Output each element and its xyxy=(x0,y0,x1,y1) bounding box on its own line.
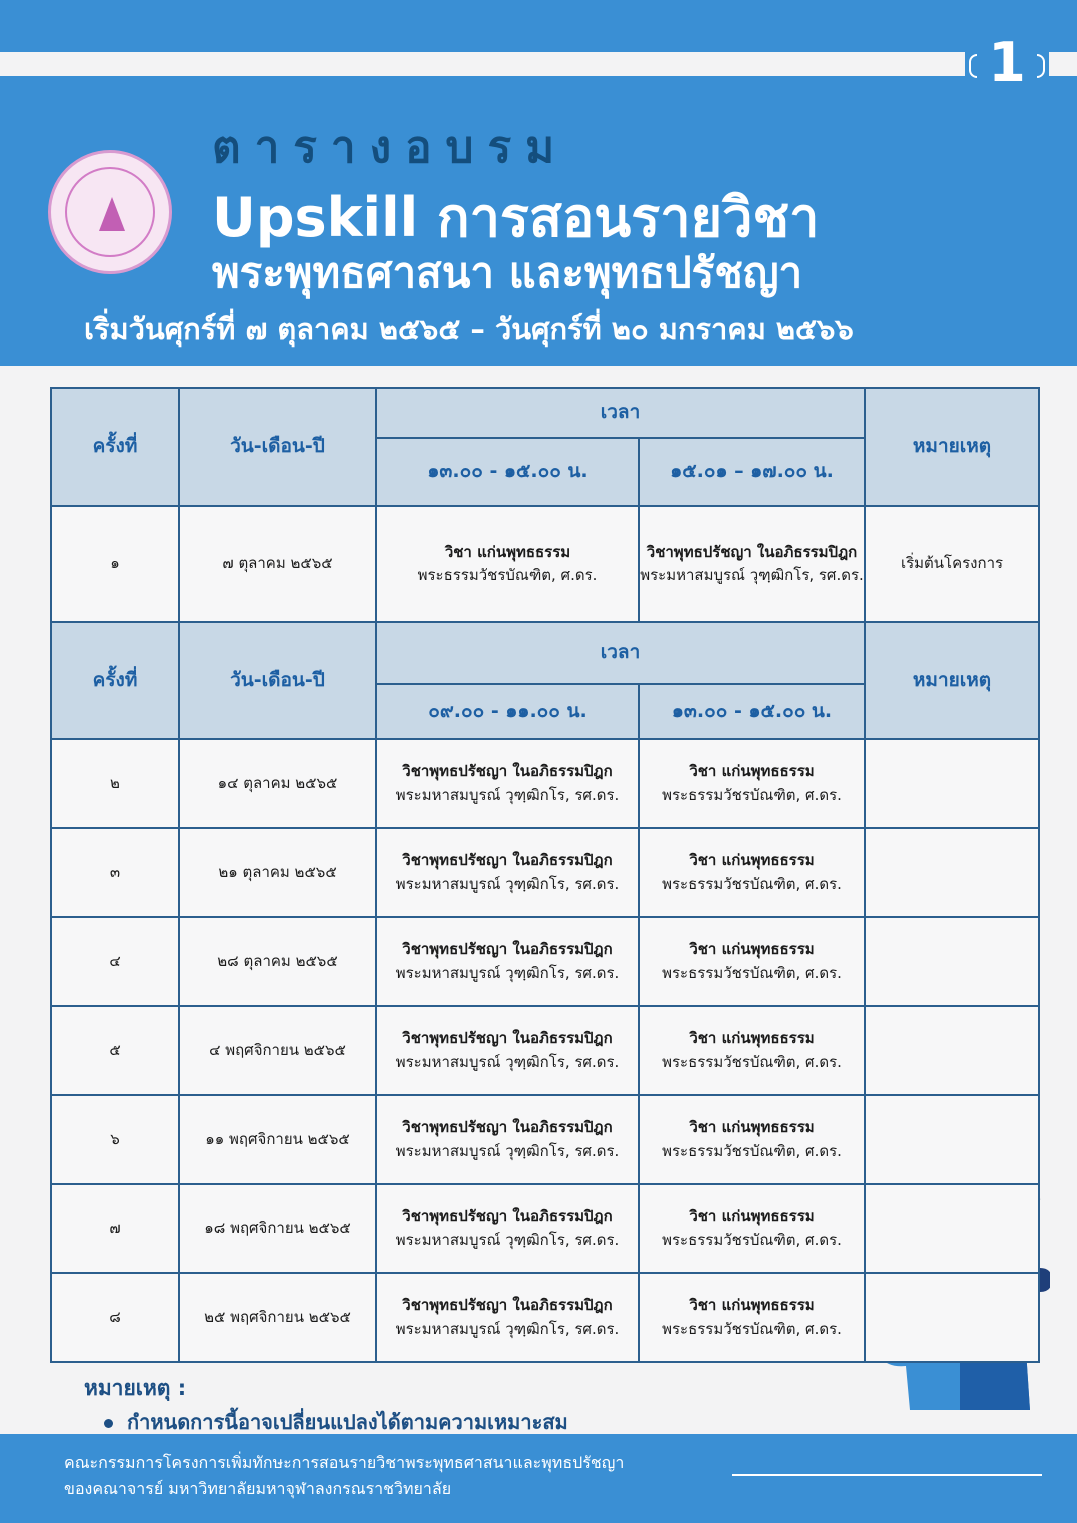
slot2-cell xyxy=(639,1095,865,1184)
session-date: ๗ ตุลาคม ๒๕๖๕ xyxy=(179,506,376,622)
table-row xyxy=(51,1095,1039,1184)
session-note xyxy=(865,1095,1039,1184)
instructor-name: พระมหาสมบูรณ์ วุฑฺฒิกโร, รศ.ดร. xyxy=(395,1141,620,1160)
footer-divider xyxy=(732,1474,1042,1476)
session-note xyxy=(865,1273,1039,1362)
slot2-cell xyxy=(639,739,865,828)
slot1-cell xyxy=(376,1006,639,1095)
subject-name: วิชาพุทธปรัชญา ในอภิธรรมปิฎก xyxy=(402,762,613,781)
subject-name: วิชา แก่นพุทธธรรม xyxy=(689,762,815,781)
subject-name: วิชา แก่นพุทธธรรม xyxy=(689,851,815,870)
table-header-row xyxy=(51,388,1039,438)
subject-name: วิชาพุทธปรัชญา ในอภิธรรมปิฎก xyxy=(402,940,613,959)
session-date: ๒๕ พฤศจิกายน ๒๕๖๕ xyxy=(179,1273,376,1362)
slot2-cell xyxy=(639,1184,865,1273)
col-session-header: ครั้งที่ xyxy=(51,622,179,739)
slot1-cell xyxy=(376,1184,639,1273)
col-time-header: เวลา xyxy=(376,388,865,438)
subject-name: วิชาพุทธปรัชญา ในอภิธรรมปิฎก xyxy=(402,851,613,870)
heading-training-schedule: ตารางอบรม xyxy=(212,122,569,173)
instructor-name: พระมหาสมบูรณ์ วุฑฺฒิกโร, รศ.ดร. xyxy=(395,1230,620,1249)
time-slot-2: ๑๓.๐๐ - ๑๕.๐๐ น. xyxy=(639,684,865,739)
session-date: ๔ พฤศจิกายน ๒๕๖๕ xyxy=(179,1006,376,1095)
subject-name: วิชาพุทธปรัชญา ในอภิธรรมปิฎก xyxy=(402,1029,613,1048)
session-note xyxy=(865,1184,1039,1273)
subject-name: วิชาพุทธปรัชญา ในอภิธรรมปิฎก xyxy=(646,542,858,561)
session-number: ๔ xyxy=(51,917,179,1006)
subject-name: วิชาพุทธปรัชญา ในอภิธรรมปิฎก xyxy=(402,1118,613,1137)
instructor-name: พระธรรมวัชรบัณฑิต, ศ.ดร. xyxy=(662,1052,842,1071)
bullet-icon xyxy=(104,1419,113,1428)
col-session-header: ครั้งที่ xyxy=(51,388,179,506)
subject-name: วิชา แก่นพุทธธรรม xyxy=(689,1207,815,1226)
table-row xyxy=(51,1184,1039,1273)
time-slot-1: ๑๓.๐๐ - ๑๕.๐๐ น. xyxy=(376,438,639,506)
seal-emblem-icon xyxy=(99,197,125,231)
seal-ring-icon xyxy=(65,167,155,257)
instructor-name: พระมหาสมบูรณ์ วุฑฺฒิกโร, รศ.ดร. xyxy=(640,566,864,584)
session-number: ๖ xyxy=(51,1095,179,1184)
instructor-name: พระมหาสมบูรณ์ วุฑฺฒิกโร, รศ.ดร. xyxy=(395,785,620,804)
note-item xyxy=(104,1406,568,1438)
instructor-name: พระมหาสมบูรณ์ วุฑฺฒิกโร, รศ.ดร. xyxy=(395,874,620,893)
table-row xyxy=(51,1006,1039,1095)
subject-name: วิชา แก่นพุทธธรรม xyxy=(444,542,571,561)
col-date-header: วัน-เดือน-ปี xyxy=(179,388,376,506)
schedule-table xyxy=(50,387,1040,1363)
session-note xyxy=(865,828,1039,917)
slot1-cell xyxy=(376,917,639,1006)
slot2-cell xyxy=(639,1006,865,1095)
session-date: ๑๘ พฤศจิกายน ๒๕๖๕ xyxy=(179,1184,376,1273)
instructor-name: พระธรรมวัชรบัณฑิต, ศ.ดร. xyxy=(417,566,598,584)
session-date: ๒๑ ตุลาคม ๒๕๖๕ xyxy=(179,828,376,917)
instructor-name: พระธรรมวัชรบัณฑิต, ศ.ดร. xyxy=(662,1230,842,1249)
session-note xyxy=(865,917,1039,1006)
session-note xyxy=(865,1006,1039,1095)
table-row xyxy=(51,828,1039,917)
time-slot-1: ๐๙.๐๐ - ๑๑.๐๐ น. xyxy=(376,684,639,739)
table-row xyxy=(51,739,1039,828)
slot1-cell xyxy=(376,506,639,622)
slot2-cell xyxy=(639,1273,865,1362)
session-date: ๑๑ พฤศจิกายน ๒๕๖๕ xyxy=(179,1095,376,1184)
col-time-header: เวลา xyxy=(376,622,865,684)
slot2-cell xyxy=(639,506,865,622)
session-number: ๑ xyxy=(51,506,179,622)
col-note-header: หมายเหตุ xyxy=(865,622,1039,739)
table-row xyxy=(51,506,1039,622)
note-text: กำหนดการนี้อาจเปลี่ยนแปลงได้ตามความเหมาะสม xyxy=(127,1410,568,1434)
subject-name: วิชาพุทธปรัชญา ในอภิธรรมปิฎก xyxy=(402,1207,613,1226)
top-gap xyxy=(0,52,1077,76)
session-date: ๑๔ ตุลาคม ๒๕๖๕ xyxy=(179,739,376,828)
table-row xyxy=(51,917,1039,1006)
col-date-header: วัน-เดือน-ปี xyxy=(179,622,376,739)
heading-subject: พระพุทธศาสนา และพุทธปรัชญา xyxy=(212,248,803,297)
time-slot-2: ๑๕.๐๑ – ๑๗.๐๐ น. xyxy=(639,438,865,506)
session-number: ๘ xyxy=(51,1273,179,1362)
slot1-cell xyxy=(376,739,639,828)
col-note-header: หมายเหตุ xyxy=(865,388,1039,506)
slot1-cell xyxy=(376,1273,639,1362)
session-number: ๗ xyxy=(51,1184,179,1273)
footer-university: ของคณาจารย์ มหาวิทยาลัยมหาจุฬาลงกรณราชวิทยาลัย xyxy=(64,1479,452,1498)
top-banner-strip xyxy=(0,0,1077,52)
session-number: ๓ xyxy=(51,828,179,917)
instructor-name: พระธรรมวัชรบัณฑิต, ศ.ดร. xyxy=(662,1319,842,1338)
slot2-cell xyxy=(639,917,865,1006)
footer-committee: คณะกรรมการโครงการเพิ่มทักษะการสอนรายวิชาพระพุทธศาสนาและพุทธปรัชญา xyxy=(64,1453,625,1472)
slot1-cell xyxy=(376,828,639,917)
subject-name: วิชาพุทธปรัชญา ในอภิธรรมปิฎก xyxy=(402,1296,613,1315)
slot2-cell xyxy=(639,828,865,917)
session-number: ๒ xyxy=(51,739,179,828)
university-seal-logo xyxy=(48,150,172,274)
instructor-name: พระมหาสมบูรณ์ วุฑฺฒิกโร, รศ.ดร. xyxy=(395,963,620,982)
table-header-row xyxy=(51,622,1039,684)
date-range: เริ่มวันศุกร์ที่ ๗ ตุลาคม ๒๕๖๕ – วันศุกร์ที่ ๒๐ มกราคม ๒๕๖๖ xyxy=(84,312,854,346)
table-row xyxy=(51,1273,1039,1362)
instructor-name: พระธรรมวัชรบัณฑิต, ศ.ดร. xyxy=(662,963,842,982)
table-body xyxy=(51,739,1039,1362)
instructor-name: พระธรรมวัชรบัณฑิต, ศ.ดร. xyxy=(662,874,842,893)
slot1-cell xyxy=(376,1095,639,1184)
subject-name: วิชา แก่นพุทธธรรม xyxy=(689,1118,815,1137)
instructor-name: พระมหาสมบูรณ์ วุฑฺฒิกโร, รศ.ดร. xyxy=(395,1052,620,1071)
session-note xyxy=(865,739,1039,828)
instructor-name: พระมหาสมบูรณ์ วุฑฺฒิกโร, รศ.ดร. xyxy=(395,1319,620,1338)
heading-upskill: Upskill การสอนรายวิชา xyxy=(212,186,820,249)
session-number: ๕ xyxy=(51,1006,179,1095)
instructor-name: พระธรรมวัชรบัณฑิต, ศ.ดร. xyxy=(662,1141,842,1160)
notes-title: หมายเหตุ : xyxy=(84,1376,187,1400)
subject-name: วิชา แก่นพุทธธรรม xyxy=(689,1296,815,1315)
session-date: ๒๘ ตุลาคม ๒๕๖๕ xyxy=(179,917,376,1006)
page-number-badge: 1 xyxy=(965,28,1049,98)
subject-name: วิชา แก่นพุทธธรรม xyxy=(689,940,815,959)
subject-name: วิชา แก่นพุทธธรรม xyxy=(689,1029,815,1048)
instructor-name: พระธรรมวัชรบัณฑิต, ศ.ดร. xyxy=(662,785,842,804)
session-note: เริ่มต้นโครงการ xyxy=(865,506,1039,622)
